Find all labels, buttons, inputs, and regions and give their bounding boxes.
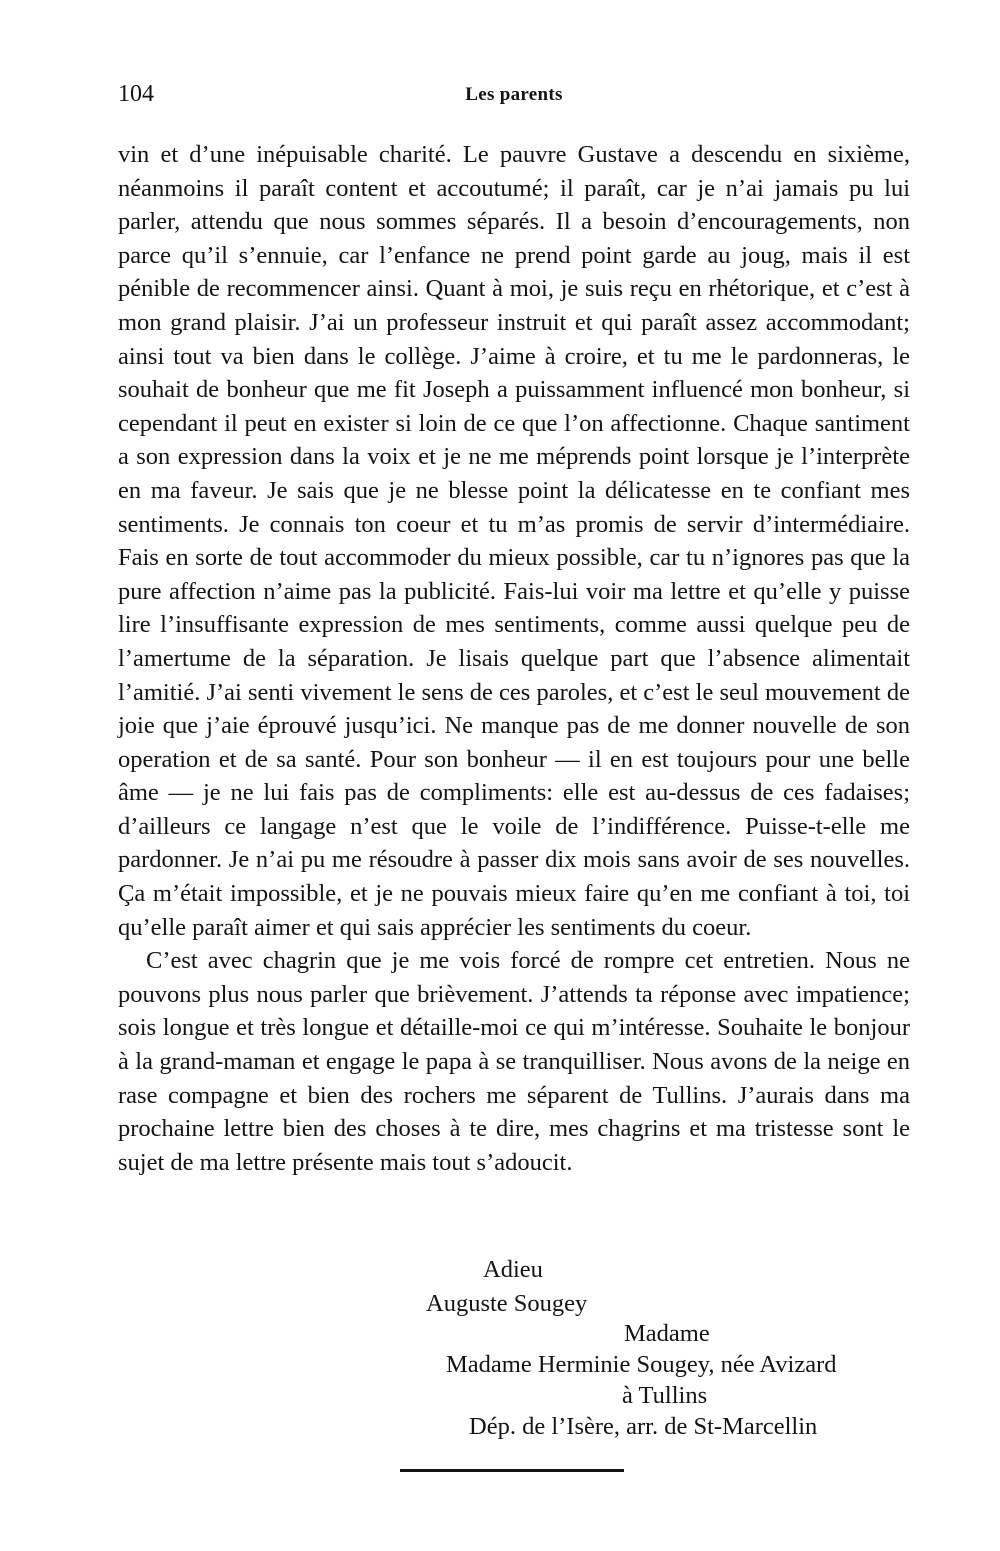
address-town: à Tullins <box>622 1382 708 1409</box>
letter-body <box>118 138 910 1179</box>
address-district: Dép. de l’Isère, arr. de St-Marcellin <box>469 1413 818 1440</box>
paragraph-2: C’est avec chagrin que je me vois forcé de rompre cet entretien. Nous ne pouvons plus nous parler que brièvement. J’attends ta réponse avec impatience; sois longue et très longue et détaille-moi ce qui m’intéresse. Souhaite le bonjour à la grand-maman et engage le papa à se tranquilliser. Nous avons de la neige en rase compagne et bien des rochers me séparent de Tullins. J’aurais dans ma prochaine lettre bien des choses à te dire, mes chagrins et ma tristesse sont le sujet de ma lettre présente mais tout s’adoucit. <box>118 947 910 1176</box>
page-number: 104 <box>118 81 154 107</box>
paragraph-1: vin et d’une inépuisable charité. Le pauvre Gustave a descendu en sixième, néanmoins il paraît content et accoutumé; il paraît, car je n’ai jamais pu lui parler, attendu que nous sommes séparés. Il a besoin d’encouragements, non parce qu’il s’ennuie, car l’enfance ne prend point garde au joug, mais il est pénible de recommencer ainsi. Quant à moi, je suis reçu en rhétorique, et c’est à mon grand plaisir. J’ai un professeur instruit et qui paraît assez accommodant; ainsi tout va bien dans le collège. J’aime à croire, et tu me le pardonneras, le souhait de bonheur que me fit Joseph a puissamment influencé mon bonheur, si cependant il peut en exister si loin de ce que l’on affectionne. Chaque santiment a son expression dans la voix et je ne me méprends point lorsque je l’interprète en ma faveur. Je sais que je ne blesse point la délicatesse en te confiant mes sentiments. Je connais ton coeur et tu m’as promis de servir d’intermédiaire. Fais en sorte de tout accommoder du mieux possible, car tu n’ignores pas que la pure affection n’aime pas la publicité. Fais-lui voir ma lettre et qu’elle y puisse lire l’insuffisante expression de mes sentiments, comme aussi quelque peu de l’amertume de la séparation. Je lisais quelque part que l’absence alimentait l’amitié. J’ai senti vivement le sens de ces paroles, et c’est le seul mouvement de joie que j’aie éprouvé jusqu’ici. Ne manque pas de me donner nouvelle de son operation et de sa santé. Pour son bonheur — il en est toujours pour une belle âme — je ne lui fais pas de compliments: elle est au-dessus de ces fadaises; d’ailleurs ce langage n’est que le voile de l’indifférence. Puisse-t-elle me pardonner. Je n’ai pu me résoudre à passer dix mois sans avoir de ses nouvelles. Ça m’était impossible, et je ne pouvais mieux faire qu’en me confiant à toi, toi qu’elle paraît aimer et qui sais apprécier les sentiments du coeur. <box>118 141 910 941</box>
farewell: Adieu <box>483 1256 543 1283</box>
address-salutation: Madame <box>624 1320 710 1347</box>
running-title: Les parents <box>465 84 563 105</box>
end-rule <box>400 1469 624 1472</box>
running-head <box>118 78 910 110</box>
signature: Auguste Sougey <box>426 1290 588 1317</box>
address-recipient: Madame Herminie Sougey, née Avizard <box>446 1351 837 1378</box>
